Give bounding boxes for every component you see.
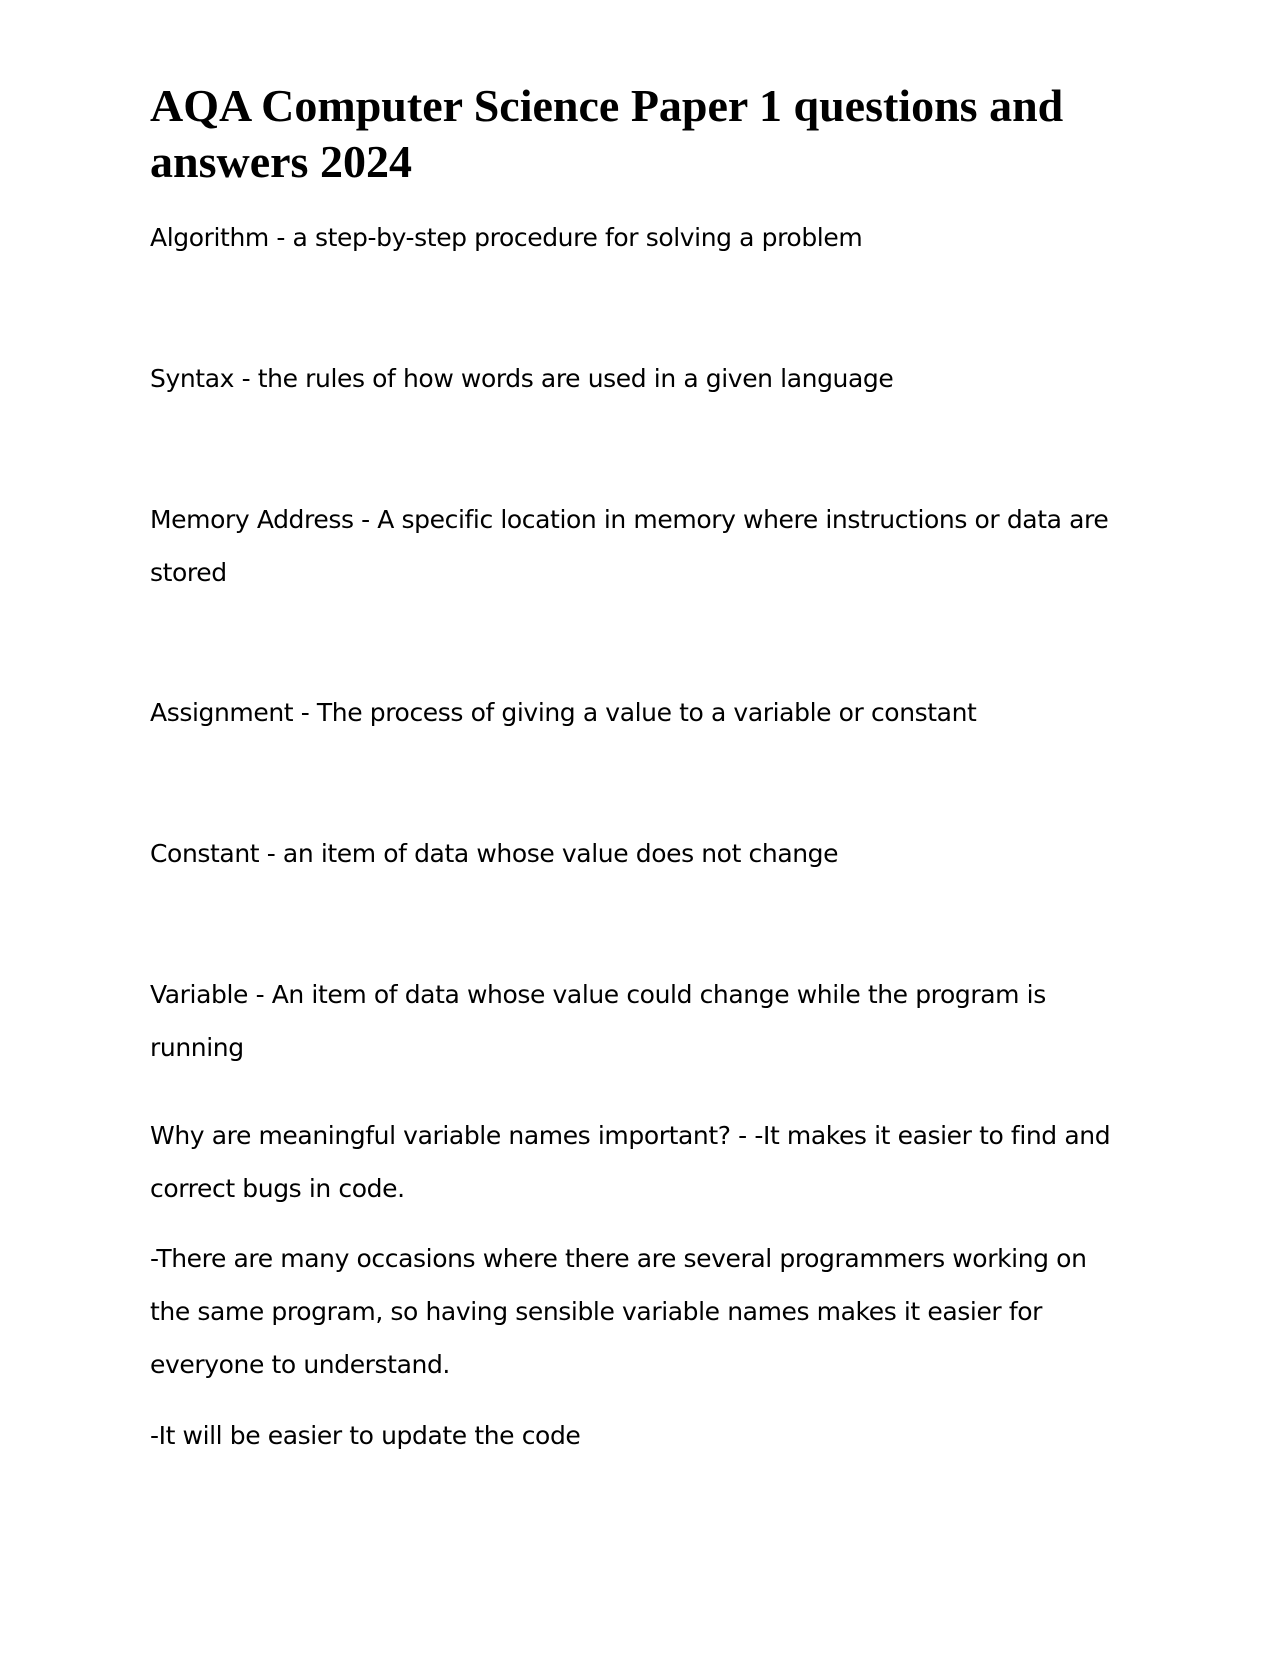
definition-constant: Constant - an item of data whose value does not change bbox=[150, 839, 839, 868]
page-title: AQA Computer Science Paper 1 questions and answers 2024 bbox=[150, 80, 1064, 187]
definition-variable: Variable - An item of data whose value could change while the program is running bbox=[150, 980, 1046, 1062]
definition-algorithm: Algorithm - a step-by-step procedure for solving a problem bbox=[150, 223, 863, 252]
answer-point-programmers: -There are many occasions where there are several programmers working on the same program, so having sensible variable names makes it easier for everyone to understand. bbox=[150, 1244, 1087, 1379]
definition-syntax: Syntax - the rules of how words are used in a given language bbox=[150, 364, 894, 393]
question-variable-names: Why are meaningful variable names important? - -It makes it easier to find and correct bugs in code. bbox=[150, 1121, 1111, 1203]
answer-point-update-code: -It will be easier to update the code bbox=[150, 1421, 581, 1450]
definition-assignment: Assignment - The process of giving a value to a variable or constant bbox=[150, 698, 977, 727]
definition-memory-address: Memory Address - A specific location in memory where instructions or data are stored bbox=[150, 505, 1109, 587]
